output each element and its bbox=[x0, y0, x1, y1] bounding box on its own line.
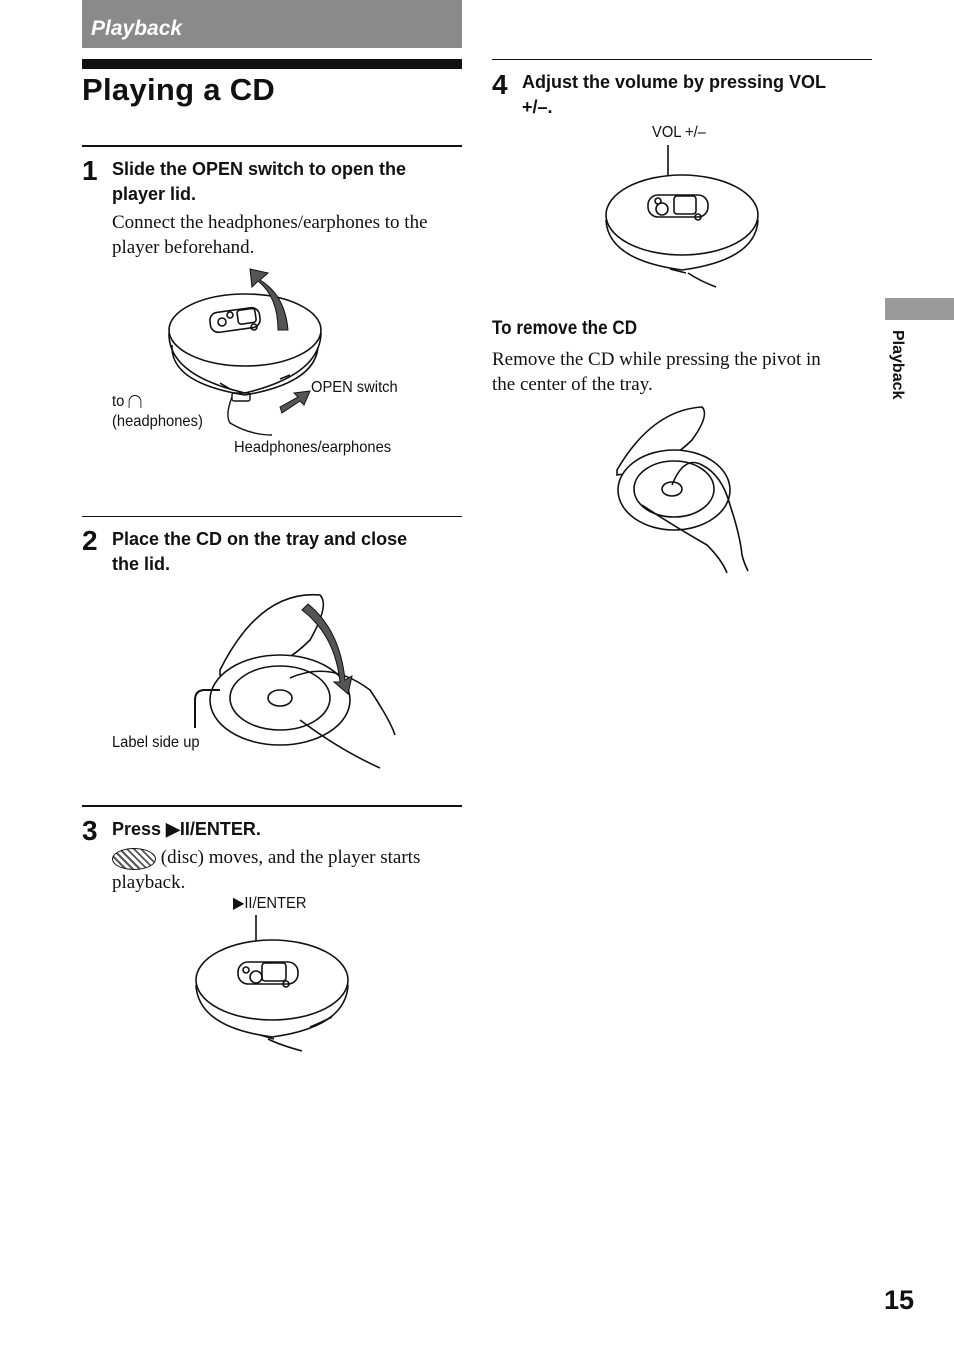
step-3-body-line-1: (disc) moves, and the player starts bbox=[160, 847, 421, 868]
disc-icon bbox=[112, 848, 156, 870]
cd-player-illustration bbox=[160, 275, 340, 435]
step-3-heading: Press ▶II/ENTER. bbox=[112, 819, 261, 839]
title-rule bbox=[82, 59, 462, 69]
remove-cd-heading: To remove the CD bbox=[492, 318, 638, 339]
label-side-callout: Label side up bbox=[112, 734, 200, 751]
step-2-heading bbox=[112, 527, 407, 577]
step-2-rule bbox=[82, 516, 462, 517]
arrow-icon bbox=[280, 391, 310, 413]
step-2-heading-line-2: the lid. bbox=[112, 554, 170, 574]
vol-callout: VOL +/– bbox=[652, 124, 706, 141]
remove-cd-body-line-1: Remove the CD while pressing the pivot in bbox=[492, 349, 821, 370]
enter-callout: ▶II/ENTER bbox=[233, 895, 307, 912]
step-1-rule bbox=[82, 145, 462, 147]
step-2-number: 2 bbox=[82, 525, 98, 556]
cd-tray-illustration bbox=[190, 590, 410, 770]
step-1-number: 1 bbox=[82, 155, 98, 186]
step-3-body-line-2: playback. bbox=[112, 872, 186, 893]
remove-cd-body bbox=[492, 347, 821, 397]
section-header-bar bbox=[82, 0, 462, 48]
side-tab-label bbox=[888, 330, 912, 410]
headphones-callout bbox=[112, 392, 141, 412]
step-3-body bbox=[112, 845, 420, 895]
page-number: 15 bbox=[884, 1285, 915, 1315]
step-4-rule bbox=[492, 59, 872, 60]
step-1-body-line-2: player beforehand. bbox=[112, 237, 255, 258]
step-4-heading-line-2: +/–. bbox=[522, 97, 553, 117]
section-label: Playback bbox=[91, 17, 183, 40]
step-1-heading-line-1: Slide the OPEN switch to open the bbox=[112, 159, 407, 179]
headphones-label: (headphones) bbox=[112, 413, 203, 430]
cd-player-illustration bbox=[190, 915, 360, 1055]
step-2-heading-line-1: Place the CD on the tray and close bbox=[112, 529, 408, 549]
cd-player-illustration bbox=[600, 145, 770, 290]
step-1-heading bbox=[112, 157, 406, 207]
step-4-number: 4 bbox=[492, 69, 508, 100]
step-1-body-line-1: Connect the headphones/earphones to the bbox=[112, 212, 428, 233]
to-label: to bbox=[112, 393, 125, 410]
step-1-heading-line-2: player lid. bbox=[112, 184, 197, 204]
headphones-icon bbox=[128, 395, 141, 408]
remove-cd-body-line-2: the center of the tray. bbox=[492, 374, 653, 395]
side-tab bbox=[885, 298, 954, 320]
side-tab-text: Playback bbox=[889, 330, 906, 400]
step-1-body bbox=[112, 210, 428, 260]
open-switch-callout: OPEN switch bbox=[311, 379, 398, 396]
hand-illustration bbox=[612, 405, 762, 575]
step-3-number: 3 bbox=[82, 815, 98, 846]
step-3-rule bbox=[82, 805, 462, 807]
earphones-callout: Headphones/earphones bbox=[234, 439, 392, 456]
step-4-heading bbox=[522, 70, 826, 120]
step-4-heading-line-1: Adjust the volume by pressing VOL bbox=[522, 72, 827, 92]
page-title: Playing a CD bbox=[82, 72, 276, 107]
